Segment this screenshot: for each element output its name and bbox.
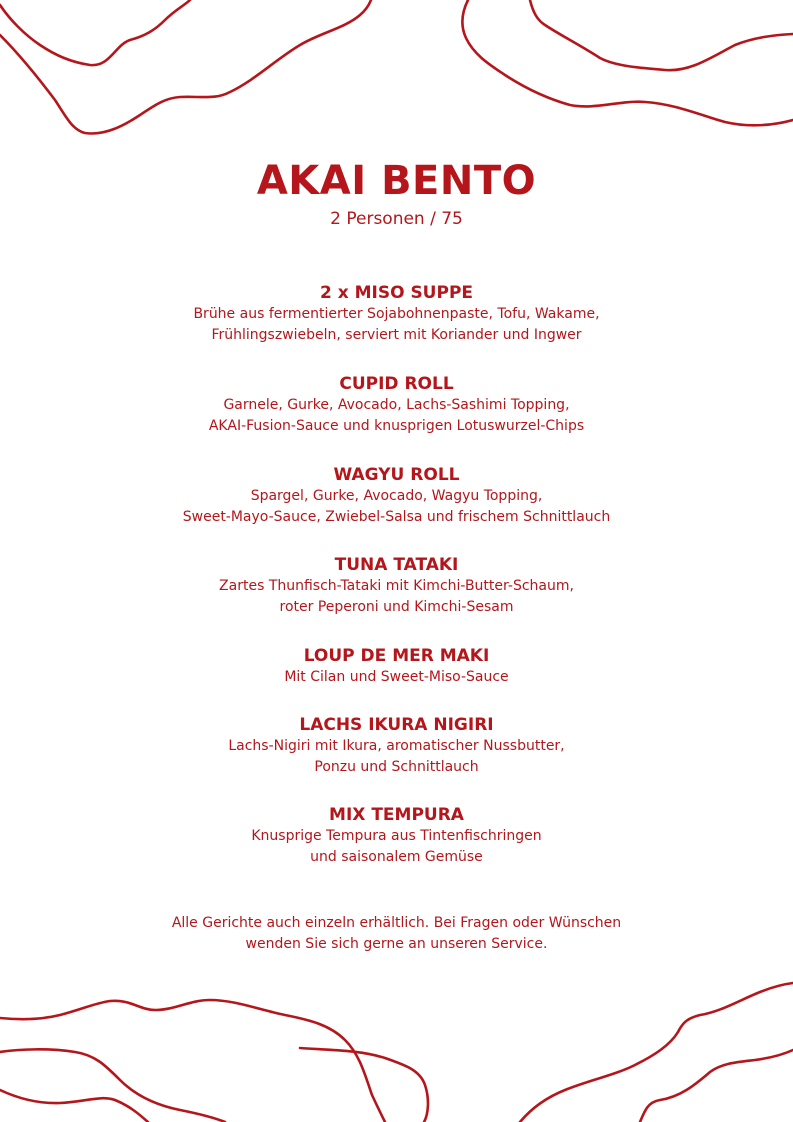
- dish-name: TUNA TATAKI: [334, 555, 459, 575]
- dish-name: LOUP DE MER MAKI: [303, 646, 490, 666]
- dish-description-line: roter Peperoni und Kimchi-Sesam: [279, 599, 514, 615]
- wave-line-bottom-left-1: [0, 1000, 385, 1122]
- dish-description-line: Garnele, Gurke, Avocado, Lachs-Sashimi Topping,: [223, 397, 570, 413]
- dish-name: 2 x MISO SUPPE: [319, 283, 474, 303]
- dish-loup-de-mer-maki: [0, 645, 793, 688]
- dish-tuna-tataki: [0, 554, 793, 618]
- dish-name: MIX TEMPURA: [329, 805, 464, 825]
- wave-line-bottom-right-2: [640, 1050, 793, 1122]
- dish-cupid-roll: [0, 373, 793, 437]
- dish-mix-tempura: [0, 804, 793, 868]
- dish-description-line: Sweet-Mayo-Sauce, Zwiebel-Salsa und frischem Schnittlauch: [182, 509, 611, 525]
- wave-line-bottom-left-4: [300, 1048, 428, 1122]
- footer-note-line: Alle Gerichte auch einzeln erhältlich. Bei Fragen oder Wünschen: [171, 915, 622, 931]
- dish-description-line: Spargel, Gurke, Avocado, Wagyu Topping,: [250, 488, 543, 504]
- dish-miso-suppe: [0, 282, 793, 346]
- wave-line-top-left-1: [0, 0, 190, 65]
- dish-description-line: Lachs-Nigiri mit Ikura, aromatischer Nussbutter,: [228, 738, 565, 754]
- dish-description-line: Zartes Thunfisch-Tataki mit Kimchi-Butter-Schaum,: [219, 578, 574, 594]
- dish-wagyu-roll: [0, 464, 793, 528]
- dish-name: WAGYU ROLL: [333, 465, 460, 485]
- dish-name: LACHS IKURA NIGIRI: [299, 715, 494, 735]
- menu-title: AKAI BENTO: [256, 158, 537, 204]
- dish-description-line: AKAI-Fusion-Sauce und knusprigen Lotuswurzel-Chips: [208, 418, 585, 434]
- wave-line-bottom-left-2: [0, 1049, 225, 1122]
- dish-description-line: Frühlingszwiebeln, serviert mit Koriander und Ingwer: [211, 327, 582, 343]
- dish-name: CUPID ROLL: [339, 374, 454, 394]
- menu-subtitle-price: 2 Personen / 75: [330, 209, 463, 229]
- dish-lachs-ikura-nigiri: [0, 714, 793, 778]
- footer-note: [0, 913, 793, 955]
- wave-line-top-left-2: [0, 0, 371, 134]
- footer-note-line: wenden Sie sich gerne an unseren Service.: [245, 936, 548, 952]
- dish-description-line: Ponzu und Schnittlauch: [314, 759, 479, 775]
- wave-line-bottom-right-1: [520, 983, 793, 1122]
- wave-line-top-right-2: [530, 0, 793, 70]
- wave-line-top-right-1: [462, 0, 793, 125]
- dish-description-line: und saisonalem Gemüse: [310, 849, 483, 865]
- wave-line-bottom-left-3: [0, 1090, 148, 1122]
- dish-description-line: Brühe aus fermentierter Sojabohnenpaste, Tofu, Wakame,: [193, 306, 600, 322]
- dish-description-line: Knusprige Tempura aus Tintenfischringen: [251, 828, 542, 844]
- dish-description-line: Mit Cilan und Sweet-Miso-Sauce: [284, 669, 509, 685]
